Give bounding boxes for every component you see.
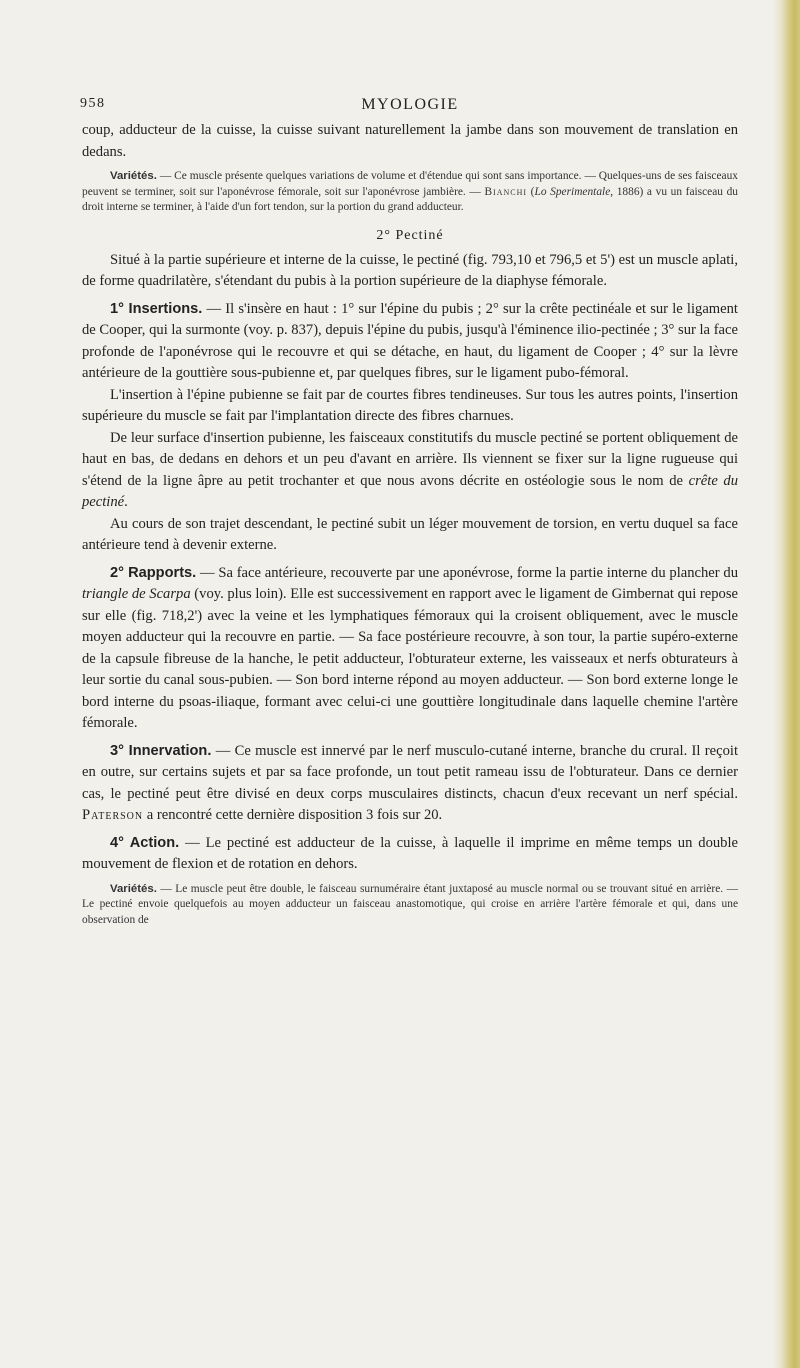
- action-heading: 4° Action.: [110, 834, 180, 851]
- term-triangle-de-scarpa: triangle de Scarpa: [82, 586, 191, 602]
- author-bianchi: Bianchi: [484, 185, 528, 198]
- paragraph-situe: Situé à la partie supérieure et interne de la cuisse, le pectiné (fig. 793,10 et 796,5 et 5') est un muscle aplati, de forme quadrilatère, s'étendant du pubis à la portion supérieure de la diaphyse fémorale.: [82, 251, 738, 289]
- paragraph-insertion-epine: L'insertion à l'épine pubienne se fait par de courtes fibres tendineuses. Sur tous les autres points, l'insertion supérieure du muscle se fait par l'implantation directe des fibres charnues.: [82, 386, 738, 424]
- paragraph-torsion: Au cours de son trajet descendant, le pectiné subit un léger mouvement de torsion, en vertu duquel sa face antérieure tend à devenir externe.: [82, 515, 738, 553]
- book-spine-edge: [772, 0, 800, 1368]
- paragraph-insertions: 1° Insertions. — Il s'insère en haut : 1° sur l'épine du pubis ; 2° sur la crête pectinéale et sur le ligament de Cooper, qui la surmonte (voy. p. 837), depuis l'épine du pubis, jusqu'à l'éminence ilio-pectinée ; 3° sur la face profonde de l'aponévrose qui le recouvre et qui se détache, en haut, du ligament de Cooper ; 4° sur la lèvre antérieure de la gouttière sous-pubienne et, par quelques fibres, sur le ligament pubo-fémoral.: [82, 300, 738, 381]
- paragraph-innervation: 3° Innervation. — Ce muscle est innervé par le nerf musculo-cutané interne, branche du crural. Il reçoit en outre, sur certains sujets et par sa face profonde, un tout petit rameau issu de l'obturateur. Dans ce dernier cas, le pectiné peut être divisé en deux corps musculaires distincts, chacun d'eux recevant un nerf spécial. Paterson a rencontré cette dernière disposition 3 fois sur 20.: [82, 742, 738, 823]
- paragraph-action: 4° Action. — Le pectiné est adducteur de la cuisse, à laquelle il imprime en même temps un double mouvement de flexion et de rotation en dehors.: [82, 834, 738, 872]
- book-page: [82, 96, 738, 928]
- term-crete-du-pectine: crête du pectiné: [82, 472, 738, 510]
- author-paterson: Paterson: [82, 807, 144, 823]
- paragraph-continuation: coup, adducteur de la cuisse, la cuisse suivant naturellement la jambe dans son mouvement de translation en dedans.: [82, 122, 738, 160]
- varietes-heading-2: Variétés.: [110, 882, 157, 895]
- journal-title: Lo Sperimentale: [534, 185, 611, 198]
- page-number: 958: [80, 96, 106, 111]
- varietes-heading: Variétés.: [110, 170, 157, 182]
- innervation-heading: 3° Innervation.: [110, 742, 212, 759]
- running-title: MYOLOGIE: [361, 96, 459, 113]
- insertions-heading: 1° Insertions.: [110, 300, 203, 317]
- paragraph-varietes-droit-interne: Variétés. — Ce muscle présente quelques variations de volume et d'étendue qui sont sans importance. — Quelques-uns de ses faisceaux peuvent se terminer, soit sur l'aponévrose fémorale, soit sur l'aponévrose jambière. — Bianchi (Lo Sperimentale, 1886) a vu un faisceau du droit interne se terminer, à l'aide d'un fort tendon, sur la portion du grand adducteur.: [82, 170, 739, 213]
- paragraph-rapports: 2° Rapports. — Sa face antérieure, recouverte par une aponévrose, forme la partie interne du plancher du triangle de Scarpa (voy. plus loin). Elle est successivement en rapport avec le ligament de Gimbernat qui repose sur elle (fig. 718,2') avec la veine et les lymphatiques fémoraux qui la croisent obliquement, avec le muscle moyen adducteur qui la recouvre en partie. — Sa face postérieure recouvre, à son tour, la partie supéro-externe de la capsule fibreuse de la hanche, le petit adducteur, l'obturateur externe, les vaisseaux et nerfs obturateurs à leur sortie du canal sous-pubien. — Son bord interne répond au moyen adducteur. — Son bord externe longe le bord interne du psoas-iliaque, formant avec celui-ci une gouttière longitudinale dans laquelle chemine l'artère fémorale.: [82, 564, 739, 731]
- paragraph-varietes-pectine: Variétés. — Le muscle peut être double, le faisceau surnuméraire étant juxtaposé au muscle normal ou se trouvant situé en arrière. — Le pectiné envoie quelquefois au moyen adducteur un faisceau anastomotique, qui croise en arrière l'artère fémorale et qui, dans une observation de: [82, 882, 738, 926]
- running-header: [82, 96, 738, 120]
- paragraph-surface-insertion: De leur surface d'insertion pubienne, les faisceaux constitutifs du muscle pectiné se portent obliquement de haut en bas, de dedans en dehors et un peu d'avant en arrière. Ils viennent se fixer sur la ligne rugueuse qui s'étend de la ligne âpre au petit trochanter et que nous avons décrite en ostéologie sous le nom de crête du pectiné.: [82, 429, 738, 510]
- section-title-pectine: 2° Pectiné: [376, 227, 444, 243]
- rapports-heading: 2° Rapports.: [110, 564, 197, 581]
